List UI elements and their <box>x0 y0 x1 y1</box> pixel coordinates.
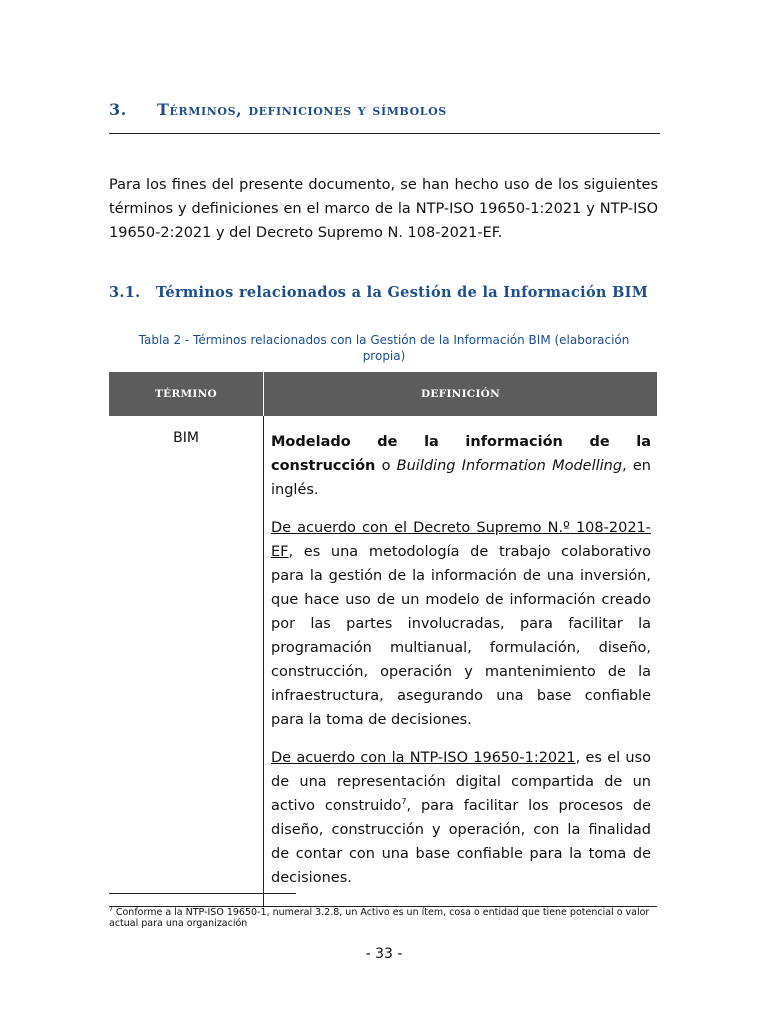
definition-text: , para facilitar los procesos de diseño, construcción y operación, con la finalidad de contar con una base confiable para la toma de decisiones. <box>271 798 652 886</box>
table-row <box>109 416 657 907</box>
page-number: - 33 - <box>365 946 403 962</box>
definition-paragraph-1 <box>271 430 651 502</box>
connector-text: o <box>375 458 397 474</box>
footnote-reference: 7 <box>401 797 407 807</box>
section-title: Términos, definiciones y símbolos <box>157 100 447 119</box>
table-header-row <box>109 372 657 416</box>
subsection-title: Términos relacionados a la Gestión de la Información BIM <box>156 284 649 301</box>
term-full-name: Modelado de la información de la construcción <box>271 434 651 474</box>
section-number: 3. <box>109 100 127 119</box>
definition-text: , es una metodología de trabajo colaborativo para la gestión de la información de una inversión, que hace uso de un modelo de información creado por las partes involucradas, para facilitar la programación multianual, formulación, diseño, construcción, operación y mantenimiento de la infraestructura, asegurando una base confiable para la toma de decisiones. <box>271 544 651 728</box>
definition-cell <box>264 416 658 907</box>
term-english-name: Building Information Modelling <box>396 458 623 474</box>
header-definition: DEFINICIÓN <box>264 372 658 416</box>
heading-rule <box>109 133 660 134</box>
subsection-heading <box>109 284 648 301</box>
section-heading <box>109 100 447 119</box>
source-reference: De acuerdo con la NTP-ISO 19650-1:2021 <box>271 750 576 766</box>
definition-paragraph-2 <box>271 516 651 732</box>
term-cell: BIM <box>109 416 264 907</box>
header-term: TÉRMINO <box>109 372 264 416</box>
definition-paragraph-3 <box>271 746 651 890</box>
footnote-rule <box>109 893 296 894</box>
subsection-number: 3.1. <box>109 284 141 301</box>
terms-table <box>109 372 657 907</box>
definition-text: , es el uso de una representación digital compartida de un activo construido <box>271 750 651 814</box>
intro-paragraph: Para los fines del presente documento, se han hecho uso de los siguientes términos y definiciones en el marco de la NTP-ISO 19650-1:2021 y NTP-ISO 19650-2:2021 y del Decreto Supremo N. 108-2021-EF. <box>109 177 658 241</box>
table-caption: Tabla 2 - Términos relacionados con la Gestión de la Información BIM (elaboración propia) <box>138 333 630 363</box>
footnote-mark: 7 <box>109 905 113 913</box>
footnote <box>109 907 661 929</box>
source-reference: De acuerdo con el Decreto Supremo N.º 108-2021-EF <box>271 520 651 560</box>
definition-text: , en inglés. <box>271 458 651 498</box>
footnote-text: Conforme a la NTP-ISO 19650-1, numeral 3.2.8, un Activo es un ítem, cosa o entidad que tiene potencial o valor actual para una organización <box>109 907 650 929</box>
